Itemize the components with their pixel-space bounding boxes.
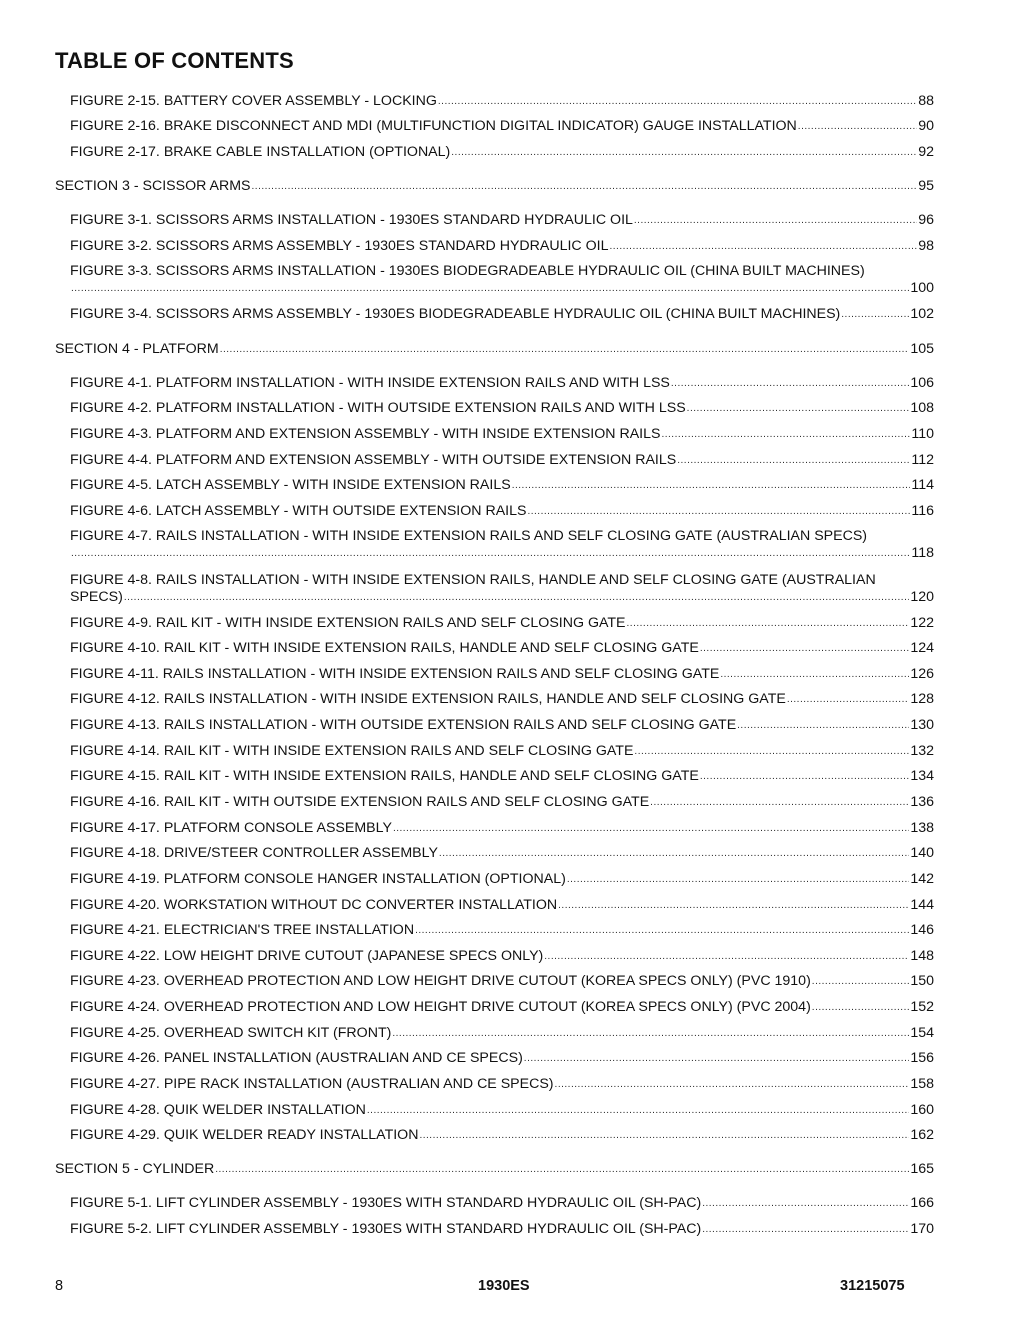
toc-entry-page: 136 [910, 794, 934, 810]
toc-entry[interactable] [70, 212, 934, 230]
toc-entry[interactable] [70, 1076, 934, 1094]
dot-leader [700, 768, 909, 785]
toc-entry-label: FIGURE 4-7. RAILS INSTALLATION - WITH INSIDE EXTENSION RAILS AND SELF CLOSING GATE (AUSTRALIAN SPECS) [70, 528, 868, 544]
toc-entry-page: 170 [910, 1221, 934, 1237]
dot-leader [702, 1221, 909, 1238]
toc-entry-page: 88 [918, 93, 934, 109]
toc-entry[interactable] [70, 1025, 934, 1043]
toc-entry-page: 110 [911, 426, 934, 442]
toc-entry-page: 148 [910, 948, 934, 964]
dot-leader [627, 615, 910, 632]
toc-entry-page: 128 [910, 691, 934, 707]
toc-entry-page: 158 [910, 1076, 934, 1092]
toc-entry-page: 105 [910, 341, 934, 357]
dot-leader [367, 1102, 909, 1119]
toc-entry-page: 146 [910, 922, 934, 938]
toc-entry[interactable] [70, 897, 934, 915]
dot-leader [610, 238, 918, 255]
toc-entry[interactable] [70, 768, 934, 786]
toc-entry-label: FIGURE 4-25. OVERHEAD SWITCH KIT (FRONT) [70, 1025, 392, 1041]
dot-leader [558, 897, 909, 914]
toc-entry[interactable] [70, 820, 934, 838]
toc-entry[interactable] [70, 1195, 934, 1213]
toc-entry-page: 95 [918, 178, 934, 194]
footer-page-number: 8 [55, 1278, 64, 1294]
toc-entry[interactable] [70, 503, 934, 521]
toc-entry-label: FIGURE 4-14. RAIL KIT - WITH INSIDE EXTENSION RAILS AND SELF CLOSING GATE [70, 743, 634, 759]
dot-leader [451, 144, 917, 161]
toc-entry-label: FIGURE 4-28. QUIK WELDER INSTALLATION [70, 1102, 366, 1118]
dot-leader [634, 743, 909, 760]
toc-entry-page: 166 [910, 1195, 934, 1211]
footer-document-number: 31215075 [840, 1278, 905, 1294]
dot-leader [71, 545, 910, 562]
toc-entry[interactable] [70, 1127, 934, 1145]
toc-entry[interactable] [70, 794, 934, 812]
toc-entry[interactable] [70, 306, 934, 324]
toc-entry[interactable] [70, 238, 934, 256]
toc-entry-page: 150 [910, 973, 934, 989]
toc-entry-page: 156 [910, 1050, 934, 1066]
toc-entry-label: SECTION 4 - PLATFORM [55, 341, 219, 357]
toc-entry-label: FIGURE 4-29. QUIK WELDER READY INSTALLATION [70, 1127, 419, 1143]
toc-entry-label: FIGURE 4-12. RAILS INSTALLATION - WITH INSIDE EXTENSION RAILS, HANDLE AND SELF CLOSING GATE [70, 691, 786, 707]
toc-entry-page: 122 [910, 615, 934, 631]
toc-entry-label: FIGURE 3-4. SCISSORS ARMS ASSEMBLY - 1930ES BIODEGRADEABLE HYDRAULIC OIL (CHINA BUILT MACHINES) [70, 306, 841, 322]
toc-entry[interactable] [70, 452, 934, 470]
dot-leader [650, 794, 909, 811]
dot-leader [841, 306, 909, 323]
toc-entry-label: FIGURE 4-18. DRIVE/STEER CONTROLLER ASSEMBLY [70, 845, 438, 861]
toc-entry-page: 124 [910, 640, 934, 656]
toc-entry[interactable] [70, 1050, 934, 1068]
dot-leader [812, 999, 910, 1016]
dot-leader [439, 845, 909, 862]
dot-leader [687, 400, 910, 417]
toc-entry[interactable] [70, 528, 934, 563]
toc-entry-label: FIGURE 4-4. PLATFORM AND EXTENSION ASSEMBLY - WITH OUTSIDE EXTENSION RAILS [70, 452, 677, 468]
toc-entry-label: SECTION 3 - SCISSOR ARMS [55, 178, 251, 194]
toc-entry-label: FIGURE 4-16. RAIL KIT - WITH OUTSIDE EXTENSION RAILS AND SELF CLOSING GATE [70, 794, 650, 810]
toc-entry-label: FIGURE 4-23. OVERHEAD PROTECTION AND LOW HEIGHT DRIVE CUTOUT (KOREA SPECS ONLY) (PVC 1910) [70, 973, 811, 989]
dot-leader [634, 212, 917, 229]
toc-entry[interactable] [70, 477, 934, 495]
dot-leader [215, 1161, 909, 1178]
toc-entry-label: FIGURE 4-24. OVERHEAD PROTECTION AND LOW HEIGHT DRIVE CUTOUT (KOREA SPECS ONLY) (PVC 2004) [70, 999, 811, 1015]
toc-entry[interactable] [70, 691, 934, 709]
toc-entry-page: 162 [910, 1127, 934, 1143]
toc-section-entry[interactable] [55, 1161, 934, 1179]
dot-leader [544, 948, 909, 965]
dot-leader [252, 178, 918, 195]
toc-entry-label: FIGURE 4-20. WORKSTATION WITHOUT DC CONVERTER INSTALLATION [70, 897, 558, 913]
toc-entry-page: 90 [918, 118, 934, 134]
toc-entry-page: 100 [910, 280, 934, 296]
toc-entry[interactable] [70, 1102, 934, 1120]
toc-entry-page: 108 [910, 400, 934, 416]
toc-entry-page: 142 [910, 871, 934, 887]
dot-leader [671, 375, 909, 392]
toc-entry-label: FIGURE 5-1. LIFT CYLINDER ASSEMBLY - 1930ES WITH STANDARD HYDRAULIC OIL (SH-PAC) [70, 1195, 702, 1211]
toc-entry[interactable] [70, 743, 934, 761]
toc-entry-page: 132 [910, 743, 934, 759]
toc-entry[interactable] [70, 999, 934, 1017]
toc-entry-page: 120 [910, 589, 934, 605]
toc-entry[interactable] [70, 845, 934, 863]
toc-entry-label: FIGURE 3-1. SCISSORS ARMS INSTALLATION - 1930ES STANDARD HYDRAULIC OIL [70, 212, 633, 228]
toc-section-entry[interactable] [55, 341, 934, 359]
toc-entry-page: 152 [910, 999, 934, 1015]
page-title: TABLE OF CONTENTS [55, 48, 294, 73]
toc-entry-label: FIGURE 2-17. BRAKE CABLE INSTALLATION (OPTIONAL) [70, 144, 451, 160]
toc-entry[interactable] [70, 426, 934, 444]
toc-entry-label: FIGURE 2-15. BATTERY COVER ASSEMBLY - LOCKING [70, 93, 437, 109]
dot-leader [812, 973, 910, 990]
toc-entry-label: FIGURE 2-16. BRAKE DISCONNECT AND MDI (MULTIFUNCTION DIGITAL INDICATOR) GAUGE INSTALLATION [70, 118, 797, 134]
toc-entry-page: 154 [910, 1025, 934, 1041]
toc-entry-page: 98 [918, 238, 934, 254]
dot-leader [787, 691, 910, 708]
toc-entry-label: FIGURE 4-3. PLATFORM AND EXTENSION ASSEMBLY - WITH INSIDE EXTENSION RAILS [70, 426, 661, 442]
toc-entry-label: FIGURE 4-21. ELECTRICIAN'S TREE INSTALLATION [70, 922, 415, 938]
toc-entry-page: 126 [910, 666, 934, 682]
toc-entry[interactable] [70, 640, 934, 658]
dot-leader [220, 341, 910, 358]
dot-leader [700, 640, 909, 657]
toc-entry-page: 140 [910, 845, 934, 861]
toc-entry[interactable] [70, 871, 934, 889]
toc-entry[interactable] [70, 400, 934, 418]
dot-leader [415, 922, 909, 939]
dot-leader [567, 871, 909, 888]
toc-entry-label: FIGURE 4-15. RAIL KIT - WITH INSIDE EXTENSION RAILS, HANDLE AND SELF CLOSING GATE [70, 768, 699, 784]
toc-entry[interactable] [70, 118, 934, 136]
toc-entry-page: 134 [910, 768, 934, 784]
toc-entry-label: FIGURE 4-9. RAIL KIT - WITH INSIDE EXTENSION RAILS AND SELF CLOSING GATE [70, 615, 626, 631]
dot-leader [661, 426, 910, 443]
toc-entry[interactable] [70, 263, 934, 298]
toc-entry-page: 116 [911, 503, 934, 519]
toc-entry[interactable] [70, 1221, 934, 1239]
toc-entry-label: FIGURE 4-8. RAILS INSTALLATION - WITH INSIDE EXTENSION RAILS, HANDLE AND SELF CLOSING GATE (AUSTRALIAN [70, 572, 876, 588]
toc-entry[interactable] [70, 666, 934, 684]
toc-entry-label: FIGURE 4-26. PANEL INSTALLATION (AUSTRALIAN AND CE SPECS) [70, 1050, 523, 1066]
dot-leader [124, 589, 910, 606]
toc-entry-page: 114 [911, 477, 934, 493]
toc-entry[interactable] [70, 572, 934, 607]
toc-entry-page: 130 [910, 717, 934, 733]
toc-entry-label: FIGURE 4-17. PLATFORM CONSOLE ASSEMBLY [70, 820, 392, 836]
toc-entry[interactable] [70, 922, 934, 940]
toc-entry[interactable] [70, 615, 934, 633]
dot-leader [524, 1050, 910, 1067]
dot-leader [392, 1025, 909, 1042]
toc-entry-label: FIGURE 4-1. PLATFORM INSTALLATION - WITH INSIDE EXTENSION RAILS AND WITH LSS [70, 375, 670, 391]
toc-entry-page: 112 [911, 452, 934, 468]
dot-leader [677, 452, 910, 469]
toc-entry-label: SECTION 5 - CYLINDER [55, 1161, 215, 1177]
toc-entry-label: FIGURE 4-6. LATCH ASSEMBLY - WITH OUTSIDE EXTENSION RAILS [70, 503, 527, 519]
toc-entry[interactable] [70, 375, 934, 393]
dot-leader [71, 280, 909, 297]
dot-leader [555, 1076, 910, 1093]
toc-entry[interactable] [70, 948, 934, 966]
dot-leader [702, 1195, 909, 1212]
dot-leader [419, 1127, 909, 1144]
toc-entry-label: FIGURE 4-27. PIPE RACK INSTALLATION (AUSTRALIAN AND CE SPECS) [70, 1076, 554, 1092]
toc-entry-label: FIGURE 4-22. LOW HEIGHT DRIVE CUTOUT (JAPANESE SPECS ONLY) [70, 948, 544, 964]
toc-entry-page: 106 [910, 375, 934, 391]
toc-entry[interactable] [70, 93, 934, 111]
dot-leader [393, 820, 909, 837]
toc-entry-page: 102 [910, 306, 934, 322]
dot-leader [527, 503, 910, 520]
toc-entry-label: FIGURE 4-10. RAIL KIT - WITH INSIDE EXTENSION RAILS, HANDLE AND SELF CLOSING GATE [70, 640, 699, 656]
toc-entry-label: FIGURE 4-5. LATCH ASSEMBLY - WITH INSIDE EXTENSION RAILS [70, 477, 511, 493]
toc-section-entry[interactable] [55, 178, 934, 196]
dot-leader [737, 717, 909, 734]
dot-leader [720, 666, 909, 683]
toc-entry-label: FIGURE 4-2. PLATFORM INSTALLATION - WITH OUTSIDE EXTENSION RAILS AND WITH LSS [70, 400, 686, 416]
toc-entry-label: FIGURE 4-11. RAILS INSTALLATION - WITH INSIDE EXTENSION RAILS AND SELF CLOSING GATE [70, 666, 720, 682]
toc-entry-label: FIGURE 3-3. SCISSORS ARMS INSTALLATION - 1930ES BIODEGRADEABLE HYDRAULIC OIL (CHINA BUILT MACHINES) [70, 263, 865, 279]
toc-entry-page: 160 [910, 1102, 934, 1118]
toc-entry[interactable] [70, 717, 934, 735]
toc-entry-page: 92 [918, 144, 934, 160]
toc-entry-page: 144 [910, 897, 934, 913]
dot-leader [438, 93, 917, 110]
toc-entry[interactable] [70, 144, 934, 162]
footer-model: 1930ES [478, 1278, 530, 1294]
toc-entry-label-continued: SPECS) [70, 589, 123, 605]
toc-entry-label: FIGURE 4-13. RAILS INSTALLATION - WITH OUTSIDE EXTENSION RAILS AND SELF CLOSING GATE [70, 717, 737, 733]
toc-entry-page: 96 [918, 212, 934, 228]
toc-entry-label: FIGURE 5-2. LIFT CYLINDER ASSEMBLY - 1930ES WITH STANDARD HYDRAULIC OIL (SH-PAC) [70, 1221, 702, 1237]
dot-leader [798, 118, 917, 135]
toc-entry-label: FIGURE 4-19. PLATFORM CONSOLE HANGER INSTALLATION (OPTIONAL) [70, 871, 566, 887]
toc-entry[interactable] [70, 973, 934, 991]
toc-entry-label: FIGURE 3-2. SCISSORS ARMS ASSEMBLY - 1930ES STANDARD HYDRAULIC OIL [70, 238, 609, 254]
dot-leader [512, 477, 911, 494]
toc-entry-page: 165 [910, 1161, 934, 1177]
toc-entry-page: 138 [910, 820, 934, 836]
toc-entry-page: 118 [911, 545, 934, 561]
